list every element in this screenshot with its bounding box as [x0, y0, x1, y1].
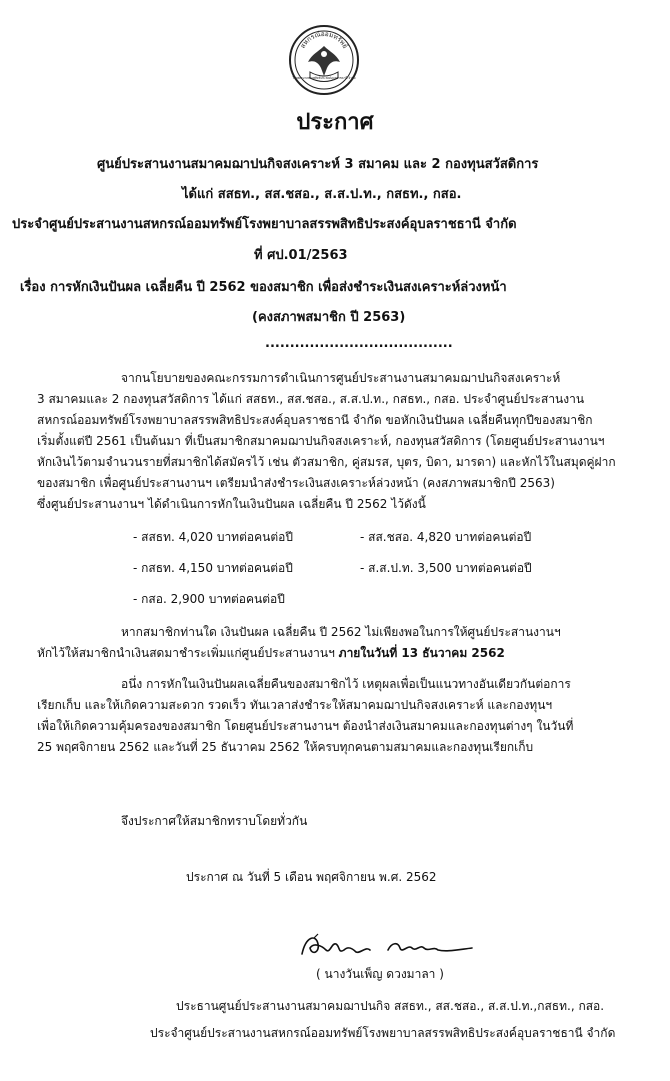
paragraph-1-line: หักเงินไว้ตามจำนวนรายที่สมาชิกได้สมัครไว้ เช่น ตัวสมาชิก, คู่สมรส, บุตร, บิดา, มารดา) และหักไว้ในสมุดคู่ฝาก — [37, 455, 616, 469]
fee-item-sasathot: - สสธท. 4,020 บาทต่อคนต่อปี — [133, 530, 293, 544]
header-line-3: ประจำศูนย์ประสานงานสหกรณ์ออมทรัพย์โรงพยาบาลสรรพสิทธิประสงค์อุบลราชธานี จำกัด — [12, 217, 517, 232]
paragraph-2-text: หักไว้ให้สมาชิกนำเงินสดมาชำระเพิ่มแก่ศูนย์ประสานงานฯ — [37, 646, 339, 660]
paragraph-1-line: 3 สมาคมและ 2 กองทุนสวัสดิการ ได้แก่ สสธท., สส.ชสอ., ส.ส.ป.ท., กสธท., กสอ. ประจำศูนย์ประสานงาน — [37, 392, 585, 406]
announcement-date: ประกาศ ณ วันที่ 5 เดือน พฤศจิกายน พ.ศ. 2562 — [186, 870, 437, 884]
payment-deadline: ภายในวันที่ 13 ธันวาคม 2562 — [338, 646, 505, 660]
announcement-number: ที่ ศป.01/2563 — [254, 248, 348, 263]
paragraph-2-line — [37, 643, 505, 664]
announcement-subject-note: (คงสภาพสมาชิก ปี 2563) — [252, 310, 406, 325]
paragraph-1-line: ซึ่งศูนย์ประสานงานฯ ได้ดำเนินการหักในเงินปันผล เฉลี่ยคืน ปี 2562 ไว้ดังนี้ — [37, 497, 426, 511]
signer-position-line-2: ประจำศูนย์ประสานงานสหกรณ์ออมทรัพย์โรงพยาบาลสรรพสิทธิประสงค์อุบลราชธานี จำกัด — [150, 1026, 616, 1040]
header-divider: ...................................... — [265, 336, 453, 351]
paragraph-1-line: สหกรณ์ออมทรัพย์โรงพยาบาลสรรพสิทธิประสงค์อุบลราชธานี จำกัด ขอหักเงินปันผล เฉลี่ยคืนทุกปีของสมาชิก — [37, 413, 593, 427]
fee-item-kasathot: - กสธท. 4,150 บาทต่อคนต่อปี — [133, 561, 293, 575]
announcement-subject: เรื่อง การหักเงินปันผล เฉลี่ยคืน ปี 2562 ของสมาชิก เพื่อส่งชำระเงินสงเคราะห์ล่วงหน้า — [20, 280, 507, 295]
paragraph-3-line: 25 พฤศจิกายน 2562 และวันที่ 25 ธันวาคม 2562 ให้ครบทุกคนตามสมาคมและกองทุนเรียกเก็บ — [37, 740, 534, 754]
paragraph-2-line: หากสมาชิกท่านใด เงินปันผล เฉลี่ยคืน ปี 2562 ไม่เพียงพอในการให้ศูนย์ประสานงานฯ — [121, 625, 561, 639]
announcement-title: ประกาศ — [296, 110, 374, 135]
handwritten-signature — [296, 928, 486, 962]
paragraph-1-line: ของสมาชิก เพื่อศูนย์ประสานงานฯ เตรียมนำส่งชำระเงินสงเคราะห์ล่วงหน้า (คงสภาพสมาชิกปี 2563) — [37, 476, 555, 490]
fee-item-sor-por-tor: - ส.ส.ป.ท. 3,500 บาทต่อคนต่อปี — [360, 561, 532, 575]
fee-item-sor-chor-sor: - สส.ชสอ. 4,820 บาทต่อคนต่อปี — [360, 530, 532, 544]
organization-seal-logo — [288, 24, 360, 96]
signer-position-line-1: ประธานศูนย์ประสานงานสมาคมฌาปนกิจ สสธท., สส.ชสอ., ส.ส.ป.ท.,กสธท., กสอ. — [176, 999, 605, 1013]
paragraph-3-line: เรียกเก็บ และให้เกิดความสะดวก รวดเร็ว ทันเวลาส่งชำระให้สมาคมฌาปนกิจสงเคราะห์ และกองทุนฯ — [37, 698, 553, 712]
paragraph-3-line: เพื่อให้เกิดความคุ้มครองของสมาชิก โดยศูนย์ประสานงานฯ ต้องนำส่งเงินสมาคมและกองทุนต่างๆ ในวันที่ — [37, 719, 574, 733]
paragraph-3-line: อนึ่ง การหักในเงินปันผลเฉลี่ยคืนของสมาชิกไว้ เหตุผลเพื่อเป็นแนวทางอันเดียวกันต่อการ — [121, 677, 571, 691]
header-line-2: ได้แก่ สสธท., สส.ชสอ., ส.ส.ป.ท., กสธท., กสอ. — [182, 187, 462, 202]
signer-name: ( นางวันเพ็ญ ดวงมาลา ) — [316, 967, 444, 981]
header-line-1: ศูนย์ประสานงานสมาคมฌาปนกิจสงเคราะห์ 3 สมาคม และ 2 กองทุนสวัสดิการ — [97, 157, 539, 172]
paragraph-1-line: เริ่มตั้งแต่ปี 2561 เป็นต้นมา ที่เป็นสมาชิกสมาคมฌาปนกิจสงเคราะห์, กองทุนสวัสดิการ (โดยศูนย์ประสานงานฯ — [37, 434, 605, 448]
svg-text:โรงพยาบาลสรรพสิทธิประสงค์อุบลร: โรงพยาบาลสรรพสิทธิประสงค์อุบลราชธานี จำกัด — [292, 76, 356, 80]
svg-text:สหกรณ์ออมทรัพย์: สหกรณ์ออมทรัพย์ — [298, 29, 350, 50]
fee-item-kasor: - กสอ. 2,900 บาทต่อคนต่อปี — [133, 592, 285, 606]
paragraph-1-line: จากนโยบายของคณะกรรมการดำเนินการศูนย์ประสานงานสมาคมฌาปนกิจสงเคราะห์ — [121, 371, 561, 385]
closing-statement: จึงประกาศให้สมาชิกทราบโดยทั่วกัน — [121, 814, 308, 828]
